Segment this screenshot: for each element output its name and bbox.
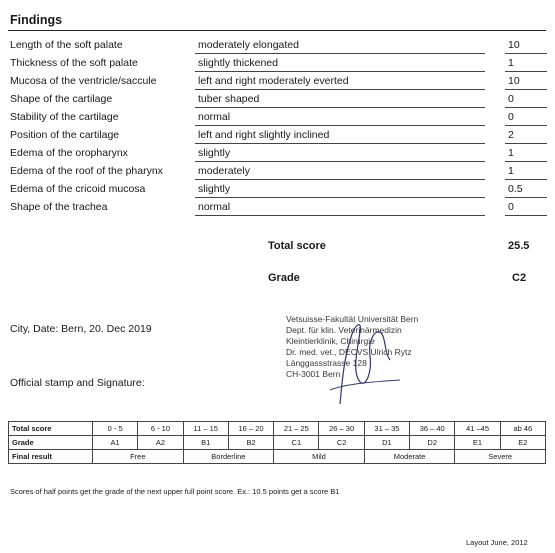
finding-row <box>0 36 555 54</box>
score-range-cell: 41 –45 <box>455 422 500 436</box>
finding-score: 0.5 <box>508 183 523 195</box>
grade-table-row-grade <box>9 436 546 450</box>
score-range-cell: 36 – 40 <box>410 422 455 436</box>
finding-score: 1 <box>508 57 514 69</box>
finding-score: 2 <box>508 129 514 141</box>
score-range-cell: 11 – 15 <box>183 422 228 436</box>
grading-table <box>8 421 546 464</box>
result-cell: Free <box>93 450 184 464</box>
grade-cell: A2 <box>138 436 183 450</box>
finding-value: moderately <box>198 165 250 177</box>
score-range-cell: ab 46 <box>500 422 545 436</box>
finding-label: Edema of the roof of the pharynx <box>10 165 163 177</box>
finding-value: normal <box>198 201 231 213</box>
score-range-cell: 0 - 5 <box>93 422 138 436</box>
finding-label: Position of the cartilage <box>10 129 120 141</box>
finding-label: Stability of the cartilage <box>10 111 119 123</box>
finding-row <box>0 72 555 90</box>
heading-divider <box>8 30 546 31</box>
finding-value: slightly thickened <box>198 57 278 69</box>
stamp-line: Kleintierklinik, Chirurgie <box>286 336 375 346</box>
finding-score: 1 <box>508 165 514 177</box>
grade-table-row-result <box>9 450 546 464</box>
handwritten-signature <box>300 312 420 407</box>
finding-label: Edema of the oropharynx <box>10 147 128 159</box>
score-underline <box>505 215 547 216</box>
grade-cell: B1 <box>183 436 228 450</box>
score-range-cell: 6 - 10 <box>138 422 183 436</box>
result-cell: Mild <box>274 450 365 464</box>
finding-value: moderately elongated <box>198 39 299 51</box>
table-row-header: Final result <box>9 450 93 464</box>
grade-cell: C1 <box>274 436 319 450</box>
finding-row <box>0 126 555 144</box>
finding-value: left and right slightly inclined <box>198 129 330 141</box>
finding-value: slightly <box>198 147 231 159</box>
finding-row <box>0 180 555 198</box>
grade-cell: D1 <box>364 436 409 450</box>
finding-row <box>0 90 555 108</box>
score-range-cell: 31 – 35 <box>364 422 409 436</box>
footnote: Scores of half points get the grade of the next upper full point score. Ex.: 10.5 points get a score B1 <box>10 487 340 496</box>
finding-score: 0 <box>508 93 514 105</box>
finding-label: Length of the soft palate <box>10 39 123 51</box>
finding-value: slightly <box>198 183 231 195</box>
table-row-header: Grade <box>9 436 93 450</box>
stamp-line: Dr. med. vet., DECVS Ulrich Rytz <box>286 347 412 357</box>
grade-value: C2 <box>512 272 527 284</box>
grade-cell: A1 <box>93 436 138 450</box>
finding-label: Shape of the trachea <box>10 201 108 213</box>
grade-cell: D2 <box>410 436 455 450</box>
grade-cell: E2 <box>500 436 545 450</box>
finding-score: 1 <box>508 147 514 159</box>
grade-label: Grade <box>268 272 300 284</box>
finding-score: 10 <box>508 39 520 51</box>
table-row-header: Total score <box>9 422 93 436</box>
stamp-line: Länggassstrasse 128 <box>286 358 367 368</box>
finding-label: Edema of the cricoid mucosa <box>10 183 146 195</box>
result-cell: Moderate <box>364 450 455 464</box>
finding-row <box>0 198 555 216</box>
layout-note: Layout June, 2012 <box>466 538 528 547</box>
stamp-signature-label: Official stamp and Signature: <box>10 377 145 389</box>
stamp-line: Dept. für klin. Veterinärmedizin <box>286 325 402 335</box>
grade-table-row-total <box>9 422 546 436</box>
stamp-line: Vetsuisse-Fakultät Universität Bern <box>286 314 419 324</box>
finding-value: normal <box>198 111 231 123</box>
finding-row <box>0 144 555 162</box>
finding-row <box>0 108 555 126</box>
finding-row <box>0 162 555 180</box>
grade-cell: C2 <box>319 436 364 450</box>
result-cell: Borderline <box>183 450 274 464</box>
value-underline <box>195 215 485 216</box>
result-cell: Severe <box>455 450 546 464</box>
finding-score: 0 <box>508 111 514 123</box>
finding-label: Thickness of the soft palate <box>10 57 138 69</box>
finding-score: 0 <box>508 201 514 213</box>
score-range-cell: 26 – 30 <box>319 422 364 436</box>
finding-value: tuber shaped <box>198 93 260 105</box>
finding-value: left and right moderately everted <box>198 75 349 87</box>
grade-cell: B2 <box>228 436 273 450</box>
findings-heading: Findings <box>10 13 63 27</box>
score-range-cell: 16 – 20 <box>228 422 273 436</box>
score-range-cell: 21 – 25 <box>274 422 319 436</box>
finding-label: Mucosa of the ventricle/saccule <box>10 75 157 87</box>
grade-cell: E1 <box>455 436 500 450</box>
stamp-line: CH-3001 Bern <box>286 369 341 379</box>
total-score-label: Total score <box>268 240 326 252</box>
finding-score: 10 <box>508 75 520 87</box>
total-score-value: 25.5 <box>508 240 530 252</box>
city-date: City, Date: Bern, 20. Dec 2019 <box>10 323 152 335</box>
finding-row <box>0 54 555 72</box>
finding-label: Shape of the cartilage <box>10 93 113 105</box>
